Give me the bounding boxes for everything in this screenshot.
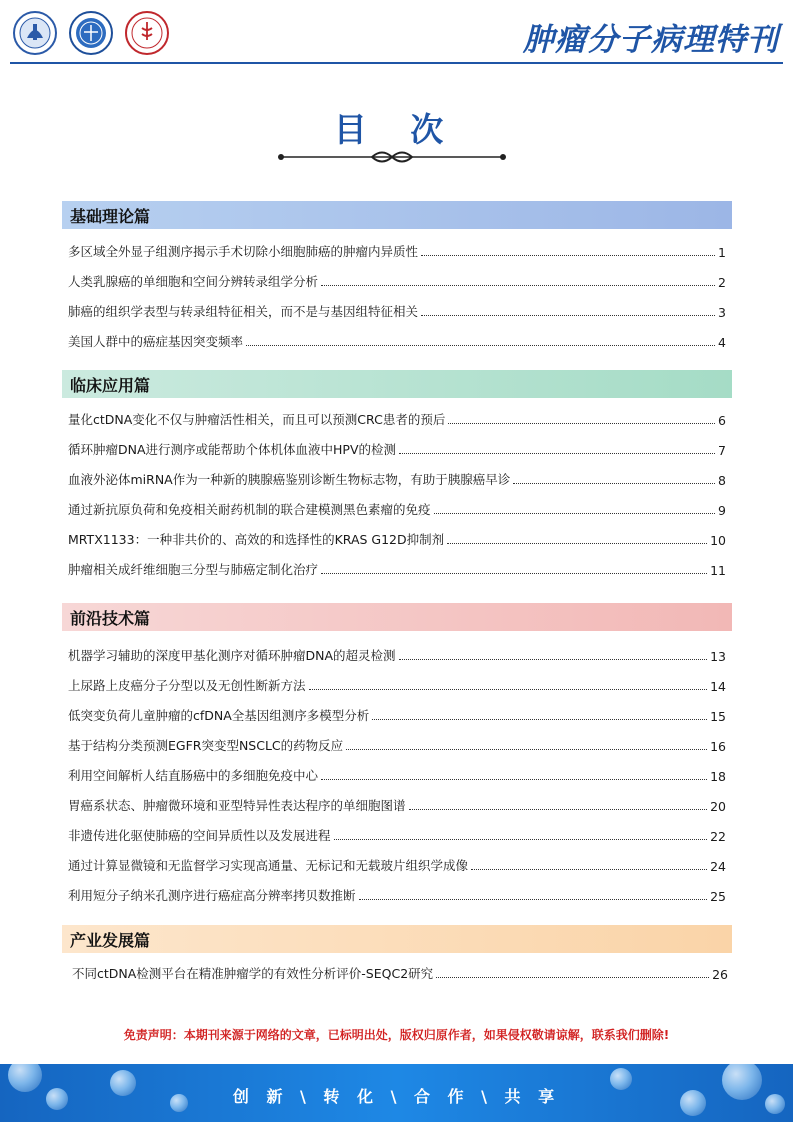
toc-entry[interactable]: 循环肿瘤DNA进行测序或能帮助个体机体血液中HPV的检测 7: [68, 442, 726, 458]
toc-entry[interactable]: 基于结构分类预测EGFR突变型NSCLC的药物反应 16: [68, 738, 726, 754]
page-footer: [0, 1064, 793, 1122]
toc-entry[interactable]: MRTX1133：一种非共价的、高效的和选择性的KRAS G12D抑制剂 10: [68, 532, 726, 548]
header-divider: [10, 62, 783, 64]
title-ornament-icon: [276, 148, 508, 166]
toc-entry[interactable]: 胃癌系状态、肿瘤微环境和亚型特异性表达程序的单细胞图谱 20: [68, 798, 726, 814]
section-header-basic-theory: [62, 201, 732, 229]
toc-entry[interactable]: 美国人群中的癌症基因突变频率 4: [68, 334, 726, 350]
toc-entry[interactable]: 通过新抗原负荷和免疫相关耐药机制的联合建模测黑色素瘤的免疫 9: [68, 502, 726, 518]
section-title: 产业发展篇: [70, 930, 151, 950]
section-header-clinical-application: [62, 370, 732, 398]
toc-entry[interactable]: 血液外泌体miRNA作为一种新的胰腺癌鉴别诊断生物标志物，有助于胰腺癌早诊 8: [68, 472, 726, 488]
toc-entry[interactable]: 不同ctDNA检测平台在精准肿瘤学的有效性分析评价-SEQC2研究 26: [72, 966, 728, 982]
toc-entry[interactable]: 低突变负荷儿童肿瘤的cfDNA全基因组测序多模型分析 15: [68, 708, 726, 724]
logo-group: [12, 10, 170, 56]
section-title: 前沿技术篇: [70, 608, 151, 628]
society-emblem-icon: [12, 10, 58, 56]
journal-brand-title: 肿瘤分子病理特刊: [523, 22, 779, 58]
toc-entry[interactable]: 肿瘤相关成纤维细胞三分型与肺癌定制化治疗 11: [68, 562, 726, 578]
toc-entry[interactable]: 量化ctDNA变化不仅与肿瘤活性相关，而且可以预测CRC患者的预后 6: [68, 412, 726, 428]
toc-entry[interactable]: 上尿路上皮癌分子分型以及无创性断新方法 14: [68, 678, 726, 694]
footer-slogan: 创 新 \ 转 化 \ 合 作 \ 共 享: [232, 1087, 561, 1106]
toc-entry[interactable]: 多区域全外显子组测序揭示手术切除小细胞肺癌的肿瘤内异质性 1: [68, 244, 726, 260]
section-title: 临床应用篇: [70, 375, 151, 395]
toc-entry[interactable]: 通过计算显微镜和无监督学习实现高通量、无标记和无载玻片组织学成像 24: [68, 858, 726, 874]
toc-entry[interactable]: 非遗传进化驱使肺癌的空间异质性以及发展进程 22: [68, 828, 726, 844]
toc-title: 目 次: [333, 110, 460, 149]
section-header-industry-development: [62, 925, 732, 953]
section-header-frontier-technology: [62, 603, 732, 631]
toc-entry[interactable]: 利用短分子纳米孔测序进行癌症高分辨率拷贝数推断 25: [68, 888, 726, 904]
toc-entry[interactable]: 肺癌的组织学表型与转录组特征相关，而不是与基因组特征相关 3: [68, 304, 726, 320]
toc-entry[interactable]: 利用空间解析人结直肠癌中的多细胞免疫中心 18: [68, 768, 726, 784]
hospital-1996-emblem-icon: [124, 10, 170, 56]
disclaimer-text: 免责声明：本期刊来源于网络的文章，已标明出处，版权归原作者，如果侵权敬请谅解，联系我们删除!: [123, 1028, 670, 1042]
toc-entry[interactable]: 机器学习辅助的深度甲基化测序对循环肿瘤DNA的超灵检测 13: [68, 648, 726, 664]
toc-entry[interactable]: 人类乳腺癌的单细胞和空间分辨转录组学分析 2: [68, 274, 726, 290]
page-header: [0, 0, 793, 68]
tdm-emblem-icon: [68, 10, 114, 56]
section-title: 基础理论篇: [70, 206, 151, 226]
